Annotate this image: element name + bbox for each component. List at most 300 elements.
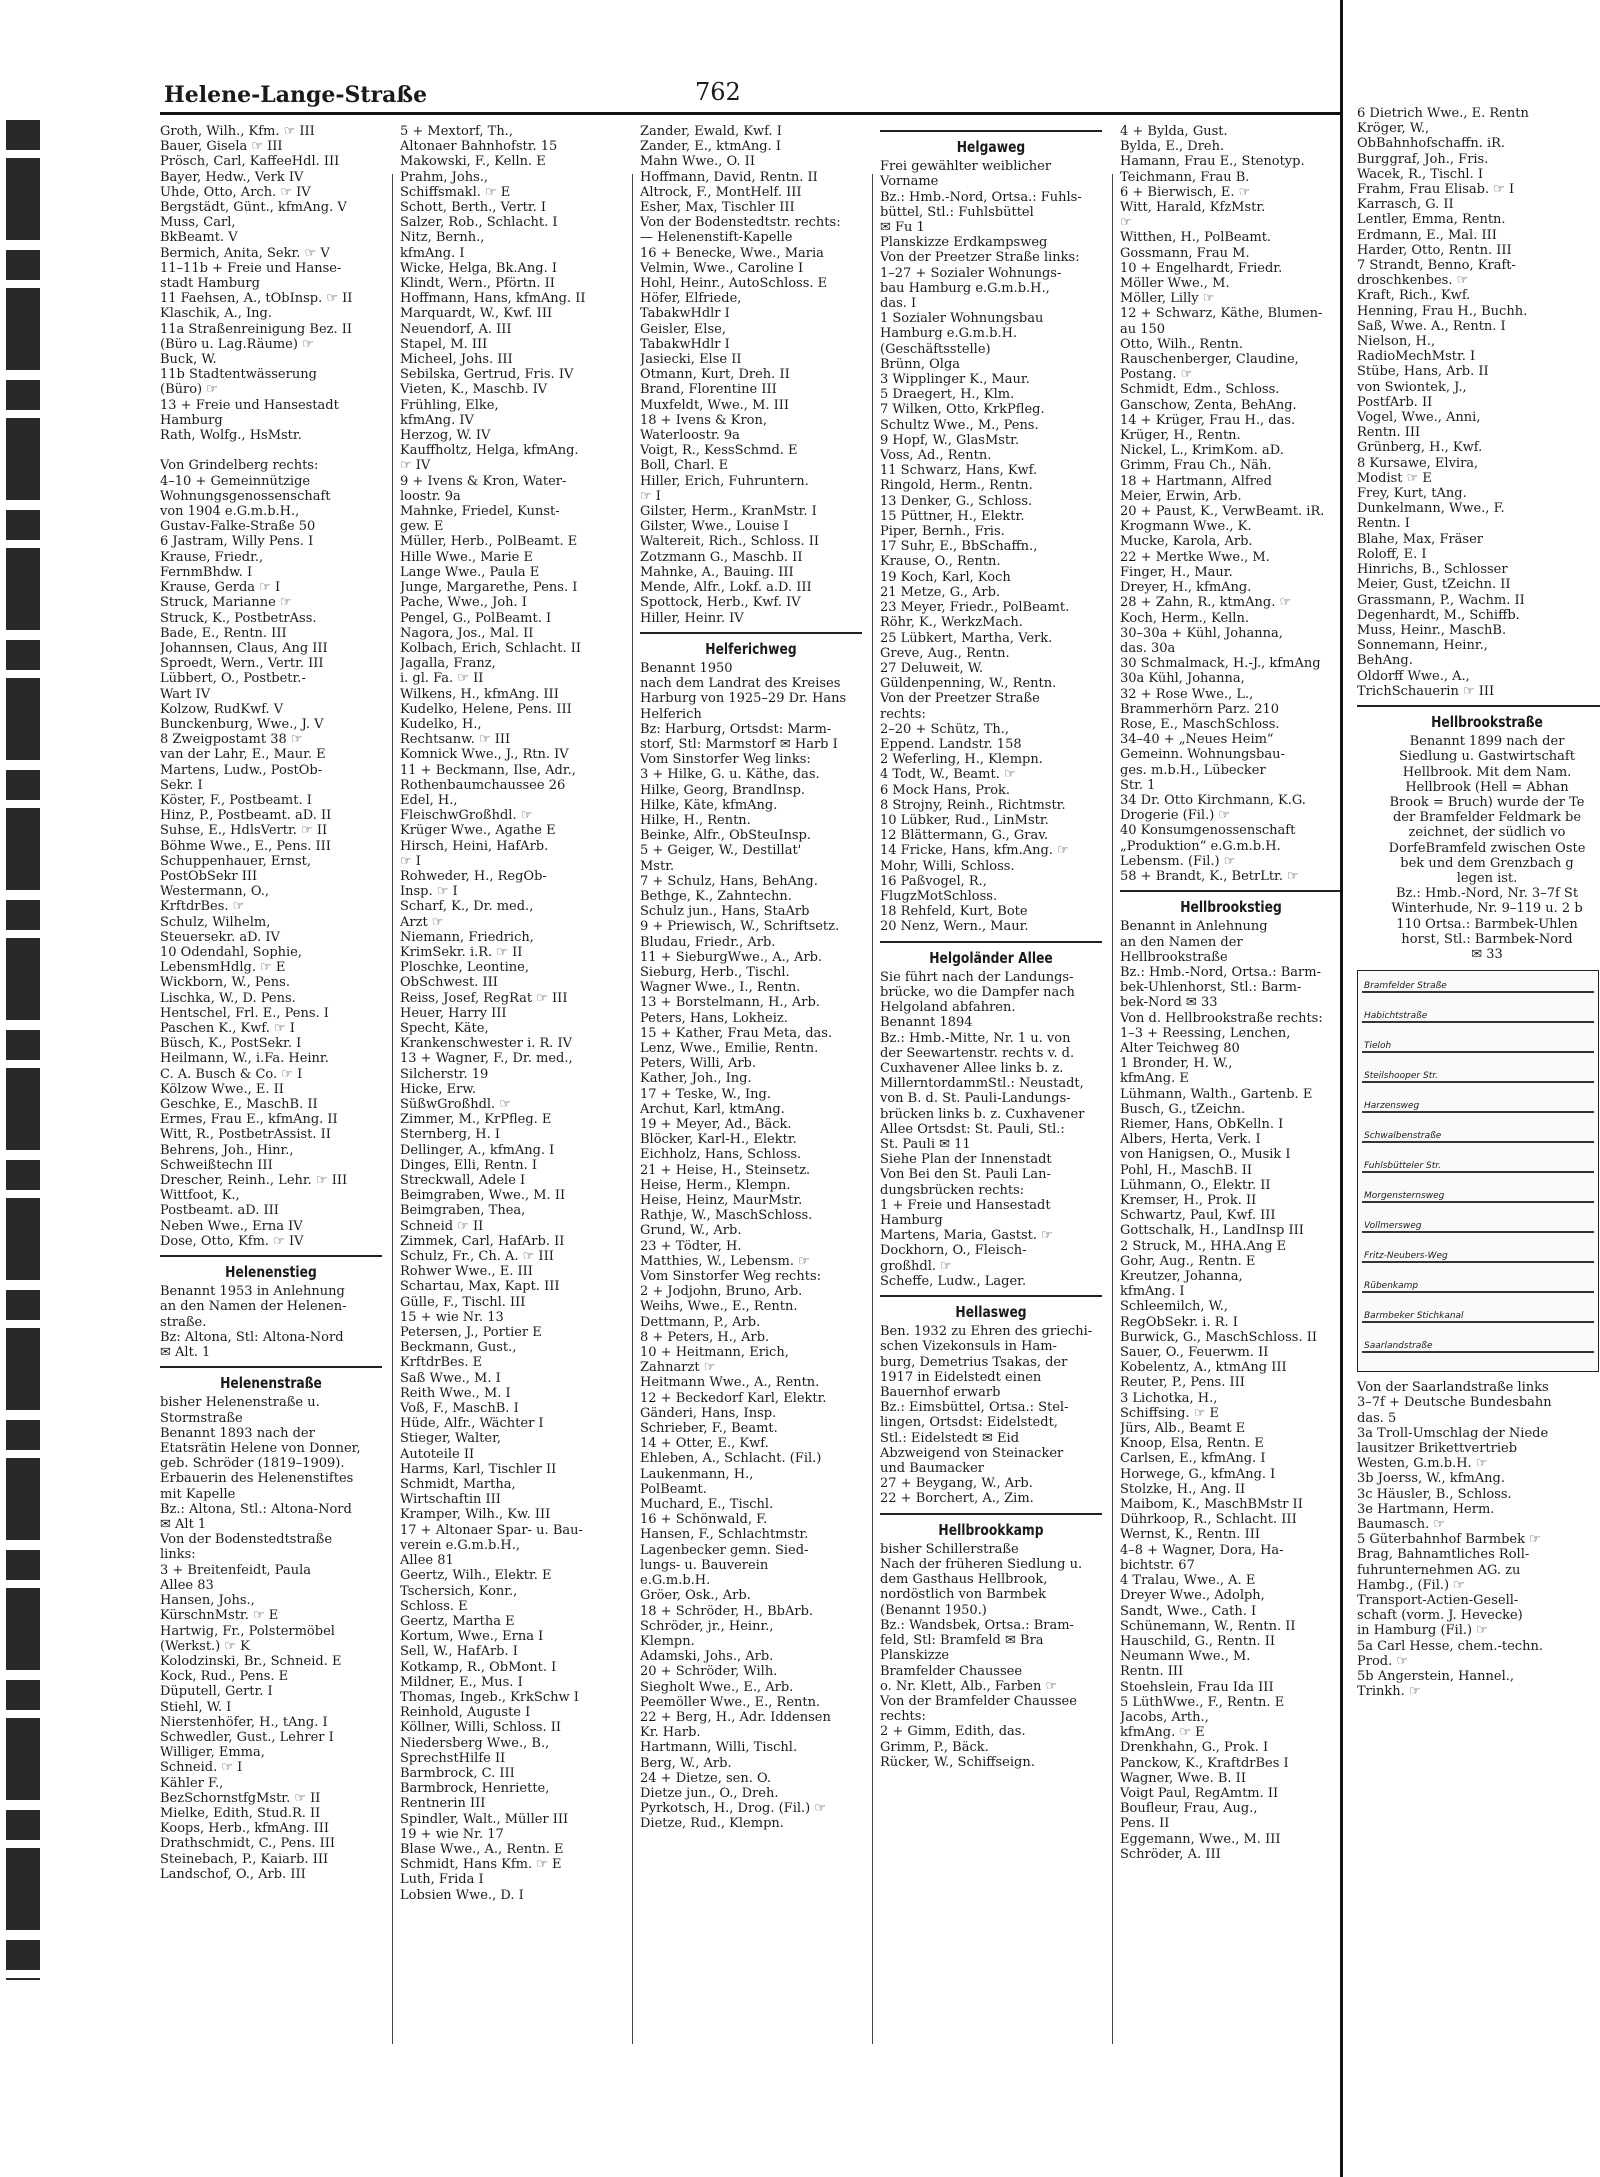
directory-entry-line: ☞ I (640, 488, 661, 504)
street-heading: Hellbrookstieg (1180, 898, 1282, 917)
directory-entry-line: Hilke, Georg, BrandInsp. (640, 782, 806, 798)
directory-entry-line: 2 + Jodjohn, Bruno, Arb. (640, 1284, 803, 1300)
directory-entry-line: 5 Draegert, H., Klm. (880, 387, 1015, 403)
directory-entry-line: gew. E (400, 519, 444, 535)
directory-entry-line: 7 Wilken, Otto, KrkPfleg. (880, 402, 1045, 418)
directory-entry-line: 25 Lübkert, Martha, Verk. (880, 630, 1053, 646)
directory-entry-line: Marquardt, W., Kwf. III (400, 306, 553, 322)
directory-entry-line: Ganschow, Zenta, BehAng. (1120, 397, 1297, 413)
directory-entry-line: Postbeamt. aD. III (160, 1203, 279, 1219)
directory-entry-line: Grünberg, H., Kwf. (1357, 440, 1483, 456)
directory-entry-line: Niedersberg Wwe., B., (400, 1735, 550, 1751)
directory-entry-line: Jürs, Alb., Beamt E (1120, 1421, 1246, 1437)
directory-entry-line: Mstr. (640, 858, 675, 874)
directory-entry-line: Bauernhof erwarb (880, 1385, 1001, 1401)
directory-entry-line: Gottschalk, H., LandInsp III (1120, 1223, 1304, 1239)
directory-entry-line: Brünn, Olga (880, 356, 961, 372)
directory-entry-line: ☞ IV (400, 458, 431, 474)
directory-entry-line: 18 + Schröder, H., BbArb. (640, 1603, 814, 1619)
directory-entry-line: Lischka, W., D. Pens. (160, 990, 296, 1006)
column-4 (880, 124, 1102, 1770)
directory-entry-line: Wicke, Helga, Bk.Ang. I (400, 260, 557, 276)
map-street-label: Tieloh (1364, 1041, 1392, 1052)
directory-entry-line: Peemöller Wwe., E., Rentn. (640, 1694, 821, 1710)
directory-entry-line: Heuer, Harry III (400, 1005, 507, 1021)
directory-entry-line: Schmidt, Edm., Schloss. (1120, 382, 1280, 398)
directory-entry-line: Waltereit, Rich., Schloss. II (640, 534, 820, 550)
directory-entry-line: dem Gasthaus Hellbrook, (880, 1572, 1048, 1588)
directory-entry-line: Muss, Heinr., MaschB. (1357, 622, 1507, 638)
directory-entry-line: Kramper, Wilh., Kw. III (400, 1507, 551, 1523)
heading-rule (880, 1295, 1102, 1297)
directory-entry-line: Mahn Wwe., O. II (640, 154, 755, 170)
directory-entry-line: Brag, Bahnamtliches Roll- (1357, 1547, 1530, 1563)
directory-entry-line: Spottock, Herb., Kwf. IV (640, 595, 801, 611)
directory-entry-line: Salzer, Rob., Schlacht. I (400, 215, 558, 231)
directory-entry-line: Kremser, H., Prok. II (1120, 1193, 1257, 1209)
directory-entry-line: Witt, Harald, KfzMstr. (1120, 200, 1266, 216)
directory-entry-line: storf, Stl: Marmstorf ✉ Harb I (640, 736, 838, 752)
directory-entry-line: rechts: (880, 706, 926, 722)
directory-entry-line: 5 + Mextorf, Th., (400, 124, 513, 139)
directory-entry-line: Dreyer Wwe., Adolph, (1120, 1588, 1265, 1604)
directory-entry-line: Sternberg, H. I (400, 1127, 500, 1143)
directory-entry-line: Landschof, O., Arb. III (160, 1866, 306, 1882)
directory-entry-line: ✉ Alt 1 (160, 1517, 207, 1533)
directory-entry-line: 110 Ortsa.: Barmbek-Uhlen (1396, 916, 1578, 932)
directory-entry-line: Scharf, K., Dr. med., (400, 899, 534, 915)
directory-entry-line: Gröer, Osk., Arb. (640, 1588, 751, 1604)
bound-spine-text (6, 120, 40, 1980)
directory-entry-line: rechts: (880, 1709, 926, 1725)
directory-entry-line: Harms, Karl, Tischler II (400, 1461, 557, 1477)
directory-entry-line: kfmAng. I (1120, 1284, 1185, 1300)
directory-entry-line: 19 Koch, Karl, Koch (880, 569, 1011, 585)
directory-entry-line: Schloss. E (400, 1598, 468, 1614)
directory-entry-line: Allee 83 (160, 1577, 214, 1593)
directory-entry-line: Von der Bodenstedtstraße (160, 1532, 333, 1548)
directory-entry-line: Albers, Herta, Verk. I (1120, 1132, 1261, 1148)
directory-entry-line: Pens. II (1120, 1816, 1170, 1832)
directory-entry-line: Trinkh. ☞ (1357, 1684, 1421, 1700)
directory-entry-line: Winterhude, Nr. 9–119 u. 2 b (1391, 901, 1583, 917)
directory-entry-line: Hentschel, Frl. E., Pens. I (160, 1005, 329, 1021)
directory-entry-line: Makowski, F., Kelln. E (400, 154, 546, 170)
directory-entry-line: Martens, Ludw., PostOb- (160, 762, 323, 778)
directory-entry-line: 1–27 + Sozialer Wohnungs- (880, 265, 1062, 281)
directory-entry-line: Insp. ☞ I (400, 884, 458, 900)
directory-entry-line: Krüger, H., Rentn. (1120, 428, 1241, 444)
directory-entry-line: Eggemann, Wwe., M. III (1120, 1831, 1281, 1847)
directory-entry-line: Kudelko, Helene, Pens. III (400, 701, 572, 717)
directory-entry-line: 11–11b + Freie und Hanse- (160, 260, 342, 276)
directory-entry-line: 6 Jastram, Willy Pens. I (160, 534, 314, 550)
directory-entry-line: Hauschild, G., Rentn. II (1120, 1633, 1275, 1649)
directory-entry-line: 13 Denker, G., Schloss. (880, 493, 1033, 509)
directory-entry-line: Dockhorn, O., Fleisch- (880, 1243, 1027, 1259)
directory-entry-line: 14 + Krüger, Frau H., das. (1120, 412, 1296, 428)
directory-entry-line: 15 Püttner, H., Elektr. (880, 508, 1025, 524)
directory-entry-line: Grassmann, P., Wachm. II (1357, 592, 1525, 608)
directory-entry-line: Böhme Wwe., E., Pens. III (160, 838, 331, 854)
directory-entry-line: Herzog, W. IV (400, 428, 491, 444)
directory-entry-line: 5 LüthWwe., F., Rentn. E (1120, 1694, 1285, 1710)
directory-entry-line: Von der Saarlandstraße links (1357, 1380, 1549, 1396)
directory-entry-line: Heise, Heinz, MaurMstr. (640, 1193, 803, 1209)
directory-entry-line: Hamburg (160, 412, 223, 428)
directory-entry-line: Benannt in Anlehnung (1120, 919, 1268, 935)
directory-entry-line: von Swiontek, J., (1357, 379, 1467, 395)
directory-entry-line: Roloff, E. I (1357, 546, 1427, 562)
directory-entry-line: Baumasch. ☞ (1357, 1517, 1445, 1532)
directory-entry-line: das. I (880, 296, 917, 312)
directory-entry-line: Reiss, Josef, RegRat ☞ III (400, 990, 568, 1006)
directory-entry-line: Lühmann, O., Elektr. II (1120, 1177, 1271, 1193)
directory-entry-line: lungs- u. Bauverein (640, 1557, 769, 1573)
directory-entry-line: Kr. Harb. (640, 1725, 701, 1741)
directory-entry-line: das. 30a (1120, 640, 1176, 656)
directory-entry-line: zeichnet, der südlich vo (1408, 825, 1566, 841)
directory-entry-line: Rath, Wolfg., HsMstr. (160, 428, 302, 444)
directory-entry-line: von 1904 e.G.m.b.H., (160, 504, 300, 520)
street-heading: Helenenstieg (225, 1263, 317, 1282)
directory-entry-line: 10 + Engelhardt, Friedr. (1120, 260, 1283, 276)
directory-entry-line: Blase Wwe., A., Rentn. E (400, 1841, 564, 1857)
directory-entry-line: Hambg., (Fil.) ☞ (1357, 1577, 1465, 1593)
street-heading: Helgaweg (956, 138, 1026, 156)
directory-entry-line: Witthen, H., PolBeamt. (1120, 230, 1272, 246)
directory-entry-line: Rose, E., MaschSchloss. (1120, 716, 1280, 732)
directory-entry-line: Zimmer, M., KrPfleg. E (400, 1112, 552, 1128)
directory-entry-line: Bz.: Altona, Stl.: Altona-Nord (160, 1501, 352, 1517)
directory-entry-line: Bz: Altona, Stl: Altona-Nord (160, 1329, 344, 1345)
directory-entry-line: Micheel, Johs. III (400, 352, 513, 368)
directory-entry-line: Lühmann, Walth., Gartenb. E (1120, 1086, 1313, 1102)
directory-entry-line: Westermann, O., (160, 884, 270, 900)
directory-entry-line: Ehleben, A., Schlacht. (Fil.) (640, 1451, 822, 1467)
directory-entry-line: Mende, Alfr., Lokf. a.D. III (640, 580, 812, 596)
directory-entry-line: lingen, Ortsdst: Eidelstedt, (880, 1415, 1058, 1431)
map-street-label: Morgensternsweg (1364, 1191, 1445, 1202)
directory-entry-line: 58 + Brandt, K., BetrLtr. ☞ (1120, 868, 1299, 884)
directory-entry-line: 1–3 + Reessing, Lenchen, (1120, 1025, 1291, 1041)
directory-entry-line: Müller, Herb., PolBeamt. E (400, 534, 578, 550)
directory-entry-line: 5b Angerstein, Hannel., (1357, 1669, 1515, 1685)
directory-entry-line: Dunkelmann, Wwe., F. (1357, 501, 1505, 517)
directory-entry-line: Mucke, Karola, Arb. (1120, 534, 1253, 550)
directory-entry-line: Frahm, Frau Elisab. ☞ I (1357, 182, 1515, 198)
directory-entry-line: 6 Dietrich Wwe., E. Rentn (1357, 106, 1529, 121)
directory-entry-line: Piper, Bernh., Fris. (880, 524, 1005, 540)
directory-entry-line: 2 + Gimm, Edith, das. (880, 1724, 1026, 1740)
directory-entry-line: Stormstraße (160, 1410, 243, 1426)
directory-entry-line: Grund, W., Arb. (640, 1223, 742, 1239)
adjacent-bottom-entries (1357, 1380, 1600, 1699)
directory-entry-line: Stübe, Hans, Arb. II (1357, 364, 1489, 380)
directory-entry-line: Mahnke, A., Bauing. III (640, 564, 794, 580)
map-street-label: Habichtstraße (1364, 1011, 1428, 1022)
heading-rule (1120, 890, 1342, 892)
directory-entry-line: 18 + Ivens & Kron, (640, 412, 768, 428)
directory-entry-line: Benannt 1899 nach der (1409, 734, 1565, 750)
directory-entry-line: der Seewartenstr. rechts v. d. (880, 1045, 1075, 1061)
directory-entry-line: Nierstenhöfer, H., tAng. I (160, 1714, 328, 1730)
heading-rule (880, 130, 1102, 132)
directory-entry-line: Siehe Plan der Innenstadt (880, 1152, 1052, 1168)
directory-entry-line: Meier, Erwin, Arb. (1120, 488, 1242, 504)
directory-entry-line: 5 Güterbahnhof Barmbek ☞ (1357, 1532, 1541, 1548)
directory-entry-line: Bauer, Gisela ☞ III (160, 139, 283, 155)
directory-entry-line: büttel, Stl.: Fuhlsbüttel (880, 204, 1034, 220)
directory-entry-line: van der Lahr, E., Maur. E (160, 747, 326, 763)
directory-entry-line: Berg, W., Arb. (640, 1755, 732, 1771)
directory-entry-line: Ploschke, Leontine, (400, 960, 529, 976)
directory-entry-line: Hinz, P., Postbeamt. aD. II (160, 808, 332, 824)
directory-entry-line: 14 Fricke, Hans, kfm.Ang. ☞ (880, 843, 1069, 859)
directory-entry-line: Voss, Ad., Rentn. (880, 448, 992, 464)
directory-entry-line: Ringold, Herm., Rentn. (880, 478, 1033, 494)
directory-entry-line: 11b Stadtentwässerung (160, 367, 317, 383)
directory-entry-line: Drathschmidt, C., Pens. III (160, 1836, 336, 1852)
directory-entry-line: Schleemilch, W., (1120, 1299, 1229, 1315)
column-divider (632, 174, 633, 2044)
directory-entry-line: Wickborn, W., Pens. (160, 975, 290, 991)
directory-entry-line: 23 Meyer, Friedr., PolBeamt. (880, 600, 1070, 616)
directory-entry-line: 3e Hartmann, Herm. (1357, 1501, 1495, 1517)
directory-entry-line: Bz.: Hmb.-Nord, Ortsa.: Fuhls- (880, 189, 1082, 205)
directory-entry-line: Etatsrätin Helene von Donner, (160, 1441, 361, 1457)
directory-entry-line: Schröder, jr., Heinr., (640, 1618, 774, 1634)
directory-entry-line: stadt Hamburg (160, 276, 260, 292)
directory-entry-line: Steinebach, P., Kaiarb. III (160, 1851, 329, 1867)
directory-entry-line: Kock, Rud., Pens. E (160, 1669, 289, 1685)
directory-entry-line: 14 + Otter, E., Kwf. (640, 1436, 769, 1452)
directory-entry-line: Hilke, Käte, kfmAng. (640, 797, 778, 813)
adjacent-page (1340, 0, 1600, 2177)
directory-entry-line: Hamburg e.G.m.b.H. (880, 326, 1018, 342)
directory-entry-line: Nagora, Jos., Mal. II (400, 625, 534, 641)
directory-entry-line: Schweißtechn III (160, 1157, 273, 1173)
directory-entry-line: Muss, Carl, (160, 215, 236, 231)
adjacent-page-column (1357, 106, 1600, 1699)
heading-rule (880, 1513, 1102, 1515)
directory-entry-line: ✉ Fu 1 (880, 220, 925, 236)
directory-entry-line: 11 + SieburgWwe., A., Arb. (640, 949, 823, 965)
directory-entry-line: 2 Struck, M., HHA.Ang E (1120, 1238, 1287, 1254)
column-divider (872, 174, 873, 2044)
directory-entry-line: 11a Straßenreinigung Bez. II (160, 321, 353, 337)
directory-entry-line: ObBahnhofschaffn. iR. (1357, 136, 1506, 152)
directory-entry-line: Brammerhörn Parz. 210 (1120, 701, 1280, 717)
directory-entry-line: Bz.: Hmb.-Nord, Nr. 3–7f St (1395, 886, 1579, 902)
directory-entry-line: Scheffe, Ludw., Lager. (880, 1273, 1027, 1289)
directory-entry-line: RadioMechMstr. I (1357, 349, 1476, 365)
directory-entry-line: brücke, wo die Dampfer nach (880, 984, 1075, 1000)
directory-entry-line: Bz: Harburg, Ortsdst: Marm- (640, 721, 832, 737)
directory-entry-line: Prod. ☞ (1357, 1653, 1409, 1669)
directory-entry-line: Hellbrookstraße (1120, 949, 1228, 965)
directory-entry-line: 20 + Schröder, Wilh. (640, 1664, 778, 1680)
directory-entry-line: Zahnarzt ☞ (640, 1360, 716, 1376)
directory-entry-line: 12 + Schwarz, Käthe, Blumen- (1120, 306, 1323, 322)
directory-entry-line: Hüde, Alfr., Wächter I (400, 1416, 544, 1432)
directory-entry-line: Altrock, F., MontHelf. III (640, 184, 802, 200)
directory-entry-line: Rauschenberger, Claudine, (1120, 352, 1299, 368)
directory-entry-line: 9 + Priewisch, W., Schriftsetz. (640, 919, 840, 935)
directory-entry-line: Kudelko, H., (400, 716, 482, 732)
map-street-label: Schwalbenstraße (1364, 1131, 1442, 1142)
directory-entry-line: Brand, Florentine III (640, 382, 777, 398)
directory-entry-line: 22 + Berg, H., Adr. Iddensen (640, 1709, 831, 1725)
heading-rule (160, 1255, 382, 1257)
directory-entry-line: Hansen, F., Schlachtmstr. (640, 1527, 809, 1543)
directory-entry-line: Kolodzinski, Br., Schneid. E (160, 1653, 342, 1669)
directory-entry-line: 8 + Peters, H., Arb. (640, 1329, 770, 1345)
directory-entry-line: Harburg von 1925–29 Dr. Hans (640, 691, 847, 707)
heading-rule (640, 632, 862, 634)
directory-entry-line: 13 + Wagner, F., Dr. med., (400, 1051, 573, 1067)
directory-entry-line: Heitmann Wwe., A., Rentn. (640, 1375, 820, 1391)
directory-entry-line: Jagalla, Franz, (400, 656, 496, 672)
directory-entry-line: Williger, Emma, (160, 1745, 265, 1761)
directory-entry-line: 11 Faehsen, A., tObInsp. ☞ II (160, 291, 353, 307)
directory-entry-line: Mahnke, Friedel, Kunst- (400, 504, 560, 520)
directory-entry-line: Allee Ortsdst: St. Pauli, Stl.: (880, 1121, 1065, 1137)
street-heading: Helenenstraße (220, 1374, 322, 1393)
directory-entry-line: 18 + Hartmann, Alfred (1120, 473, 1272, 489)
directory-entry-line: Schiffsing. ☞ E (1120, 1405, 1220, 1421)
directory-entry-line: Boll, Charl. E (640, 458, 729, 474)
directory-entry-line: brücken links b. z. Cuxhavener (880, 1106, 1085, 1122)
directory-entry-line: ges. m.b.H., Lübecker (1120, 762, 1266, 778)
directory-entry-line: Harder, Otto, Rentn. III (1357, 242, 1512, 258)
directory-entry-line: 34–40 + „Neues Heim“ (1120, 732, 1274, 748)
heading-rule (1357, 705, 1600, 707)
directory-entry-line: von B. d. St. Pauli-Landungs- (880, 1091, 1071, 1107)
directory-entry-line: — Helenenstift-Kapelle (640, 230, 793, 246)
directory-entry-line: Jacobs, Arth., (1120, 1709, 1209, 1725)
column-5 (1120, 124, 1342, 1862)
directory-entry-line: Helferich (640, 706, 702, 722)
directory-entry-line: e.G.m.b.H. (640, 1573, 711, 1589)
directory-entry-line: Höfer, Elfriede, (640, 291, 742, 307)
directory-entry-line: Witt, R., PostbetrAssist. II (160, 1127, 331, 1143)
directory-entry-line: Karrasch, G. II (1357, 197, 1454, 213)
directory-entry-line: Matthies, W., Lebensm. ☞ (640, 1253, 810, 1269)
directory-entry-line: Frühling, Elke, (400, 397, 499, 413)
directory-entry-line: 30 Schmalmack, H.-J., kfmAng (1120, 656, 1321, 672)
directory-entry-line: Kolbach, Erich, Schlacht. II (400, 640, 581, 656)
directory-entry-line: Bz.: Eimsbüttel, Ortsa.: Stel- (880, 1400, 1069, 1416)
directory-entry-line: Neumann Wwe., M. (1120, 1649, 1251, 1665)
directory-entry-line: Junge, Margarethe, Pens. I (400, 580, 578, 596)
directory-entry-line: 8 Strojny, Reinh., Richtmstr. (880, 797, 1066, 813)
directory-entry-line: Sauer, O., Feuerwm. II (1120, 1345, 1269, 1361)
directory-entry-line: Dietze jun., O., Dreh. (640, 1785, 779, 1801)
directory-entry-line: Kortum, Wwe., Erna I (400, 1629, 544, 1645)
directory-entry-line: Stl.: Eidelstedt ✉ Eid (880, 1430, 1020, 1446)
directory-entry-line: Krause, Friedr., (160, 549, 264, 565)
directory-entry-line: Von der Preetzer Straße (880, 691, 1040, 707)
directory-entry-line: Barmbrock, Henriette, (400, 1781, 550, 1797)
directory-entry-line: Autoteile II (400, 1446, 475, 1462)
directory-entry-line: Barmbrock, C. III (400, 1765, 515, 1781)
directory-entry-line: 13 + Freie und Hansestadt (160, 397, 339, 413)
directory-entry-line: Rohwer Wwe., E. III (400, 1264, 533, 1280)
directory-entry-line: Dinges, Elli, Rentn. I (400, 1157, 537, 1173)
directory-entry-line: 20 Nenz, Wern., Maur. (880, 919, 1029, 935)
directory-entry-line: Hiller, Heinr. IV (640, 610, 744, 626)
directory-entry-line: Pyrkotsch, H., Drog. (Fil.) ☞ (640, 1801, 827, 1817)
directory-entry-line: Krause, Gerda ☞ I (160, 580, 281, 596)
directory-entry-line: Tschersich, Konr., (400, 1583, 518, 1599)
directory-entry-line: Carlsen, E., kfmAng. I (1120, 1451, 1266, 1467)
map-street-line (1362, 1051, 1594, 1053)
directory-entry-line: Horwege, G., kfmAng. I (1120, 1466, 1276, 1482)
directory-entry-line: Struck, Marianne ☞ (160, 595, 292, 611)
directory-entry-line: Rothenbaumchaussee 26 (400, 777, 566, 793)
directory-entry-line: Bylda, E., Dreh. (1120, 139, 1225, 155)
directory-entry-line: Bz.: Hmb.-Mitte, Nr. 1 u. von (880, 1030, 1071, 1046)
directory-entry-line: Oldorff Wwe., A., (1357, 668, 1470, 684)
directory-entry-line: Kröger, W., (1357, 121, 1430, 137)
directory-entry-line: Nach der früheren Siedlung u. (880, 1557, 1083, 1573)
directory-entry-line: burg, Demetrius Tsakas, der (880, 1354, 1068, 1370)
directory-entry-line: Planskizze Erdkampsweg (880, 235, 1048, 251)
directory-entry-line: Siegholt Wwe., E., Arb. (640, 1679, 794, 1695)
running-head-street: Helene-Lange-Straße (164, 82, 428, 108)
directory-entry-line: Bade, E., Rentn. III (160, 625, 287, 641)
street-heading: Hellbrookkamp (938, 1520, 1044, 1539)
directory-entry-line: (Werkst.) ☞ K (160, 1638, 250, 1654)
directory-entry-line: Postang. ☞ (1120, 367, 1193, 383)
column-3 (640, 124, 862, 1832)
directory-entry-line: Dellinger, A., kfmAng. I (400, 1142, 555, 1158)
directory-entry-line: Struck, K., PostbetrAss. (160, 610, 317, 626)
directory-entry-line: Velmin, Wwe., Caroline I (640, 260, 804, 276)
directory-entry-line: Gemeinn. Wohnungsbau- (1120, 747, 1285, 763)
directory-entry-line: ✉ Alt. 1 (160, 1345, 211, 1361)
column-divider (392, 174, 393, 2044)
directory-entry-line: Frei gewählter weiblicher (880, 159, 1052, 175)
directory-entry-line: 17 Suhr, E., BbSchaffn., (880, 539, 1038, 555)
directory-entry-line: Drenkhahn, G., Prok. I (1120, 1740, 1269, 1756)
directory-entry-line: 24 + Dietze, sen. O. (640, 1770, 772, 1786)
directory-entry-line: Knoop, Elsa, Rentn. E (1120, 1436, 1264, 1452)
street-heading: Hellbrookstraße (1431, 712, 1543, 731)
directory-entry-line: Sell, W., HafArb. I (400, 1644, 518, 1660)
directory-entry-line: Burggraf, Joh., Fris. (1357, 151, 1489, 167)
directory-entry-line: 12 Blättermann, G., Grav. (880, 828, 1049, 844)
directory-entry-line: Helgoland abfahren. (880, 1000, 1016, 1016)
directory-entry-line: Lagenbecker gemn. Sied- (640, 1542, 809, 1558)
directory-entry-line: nordöstlich von Barmbek (880, 1587, 1046, 1603)
directory-entry-line: Nielson, H., (1357, 334, 1436, 350)
directory-entry-line: Maibom, K., MaschBMstr II (1120, 1497, 1303, 1513)
directory-entry-line: Hille Wwe., Marie E (400, 549, 533, 565)
directory-entry-line: Schulz, Fr., Ch. A. ☞ III (400, 1249, 554, 1265)
directory-entry-line: Riemer, Hans, ObKelln. I (1120, 1117, 1284, 1132)
directory-entry-line: TabakwHdlr I (640, 336, 730, 352)
directory-entry-line: Rechtsanw. ☞ III (400, 732, 511, 748)
directory-entry-line: (Benannt 1950.) (880, 1602, 987, 1618)
directory-entry-line: Wernst, K., Rentn. III (1120, 1527, 1260, 1543)
directory-entry-line: Muchard, E., Tischl. (640, 1497, 774, 1513)
directory-entry-line: Siedlung u. Gastwirtschaft (1399, 749, 1575, 765)
directory-entry-line: 8 Kursawe, Elvira, (1357, 455, 1479, 471)
directory-entry-line: Klempn. (640, 1633, 695, 1649)
directory-entry-line: Beckmann, Gust., (400, 1340, 517, 1356)
